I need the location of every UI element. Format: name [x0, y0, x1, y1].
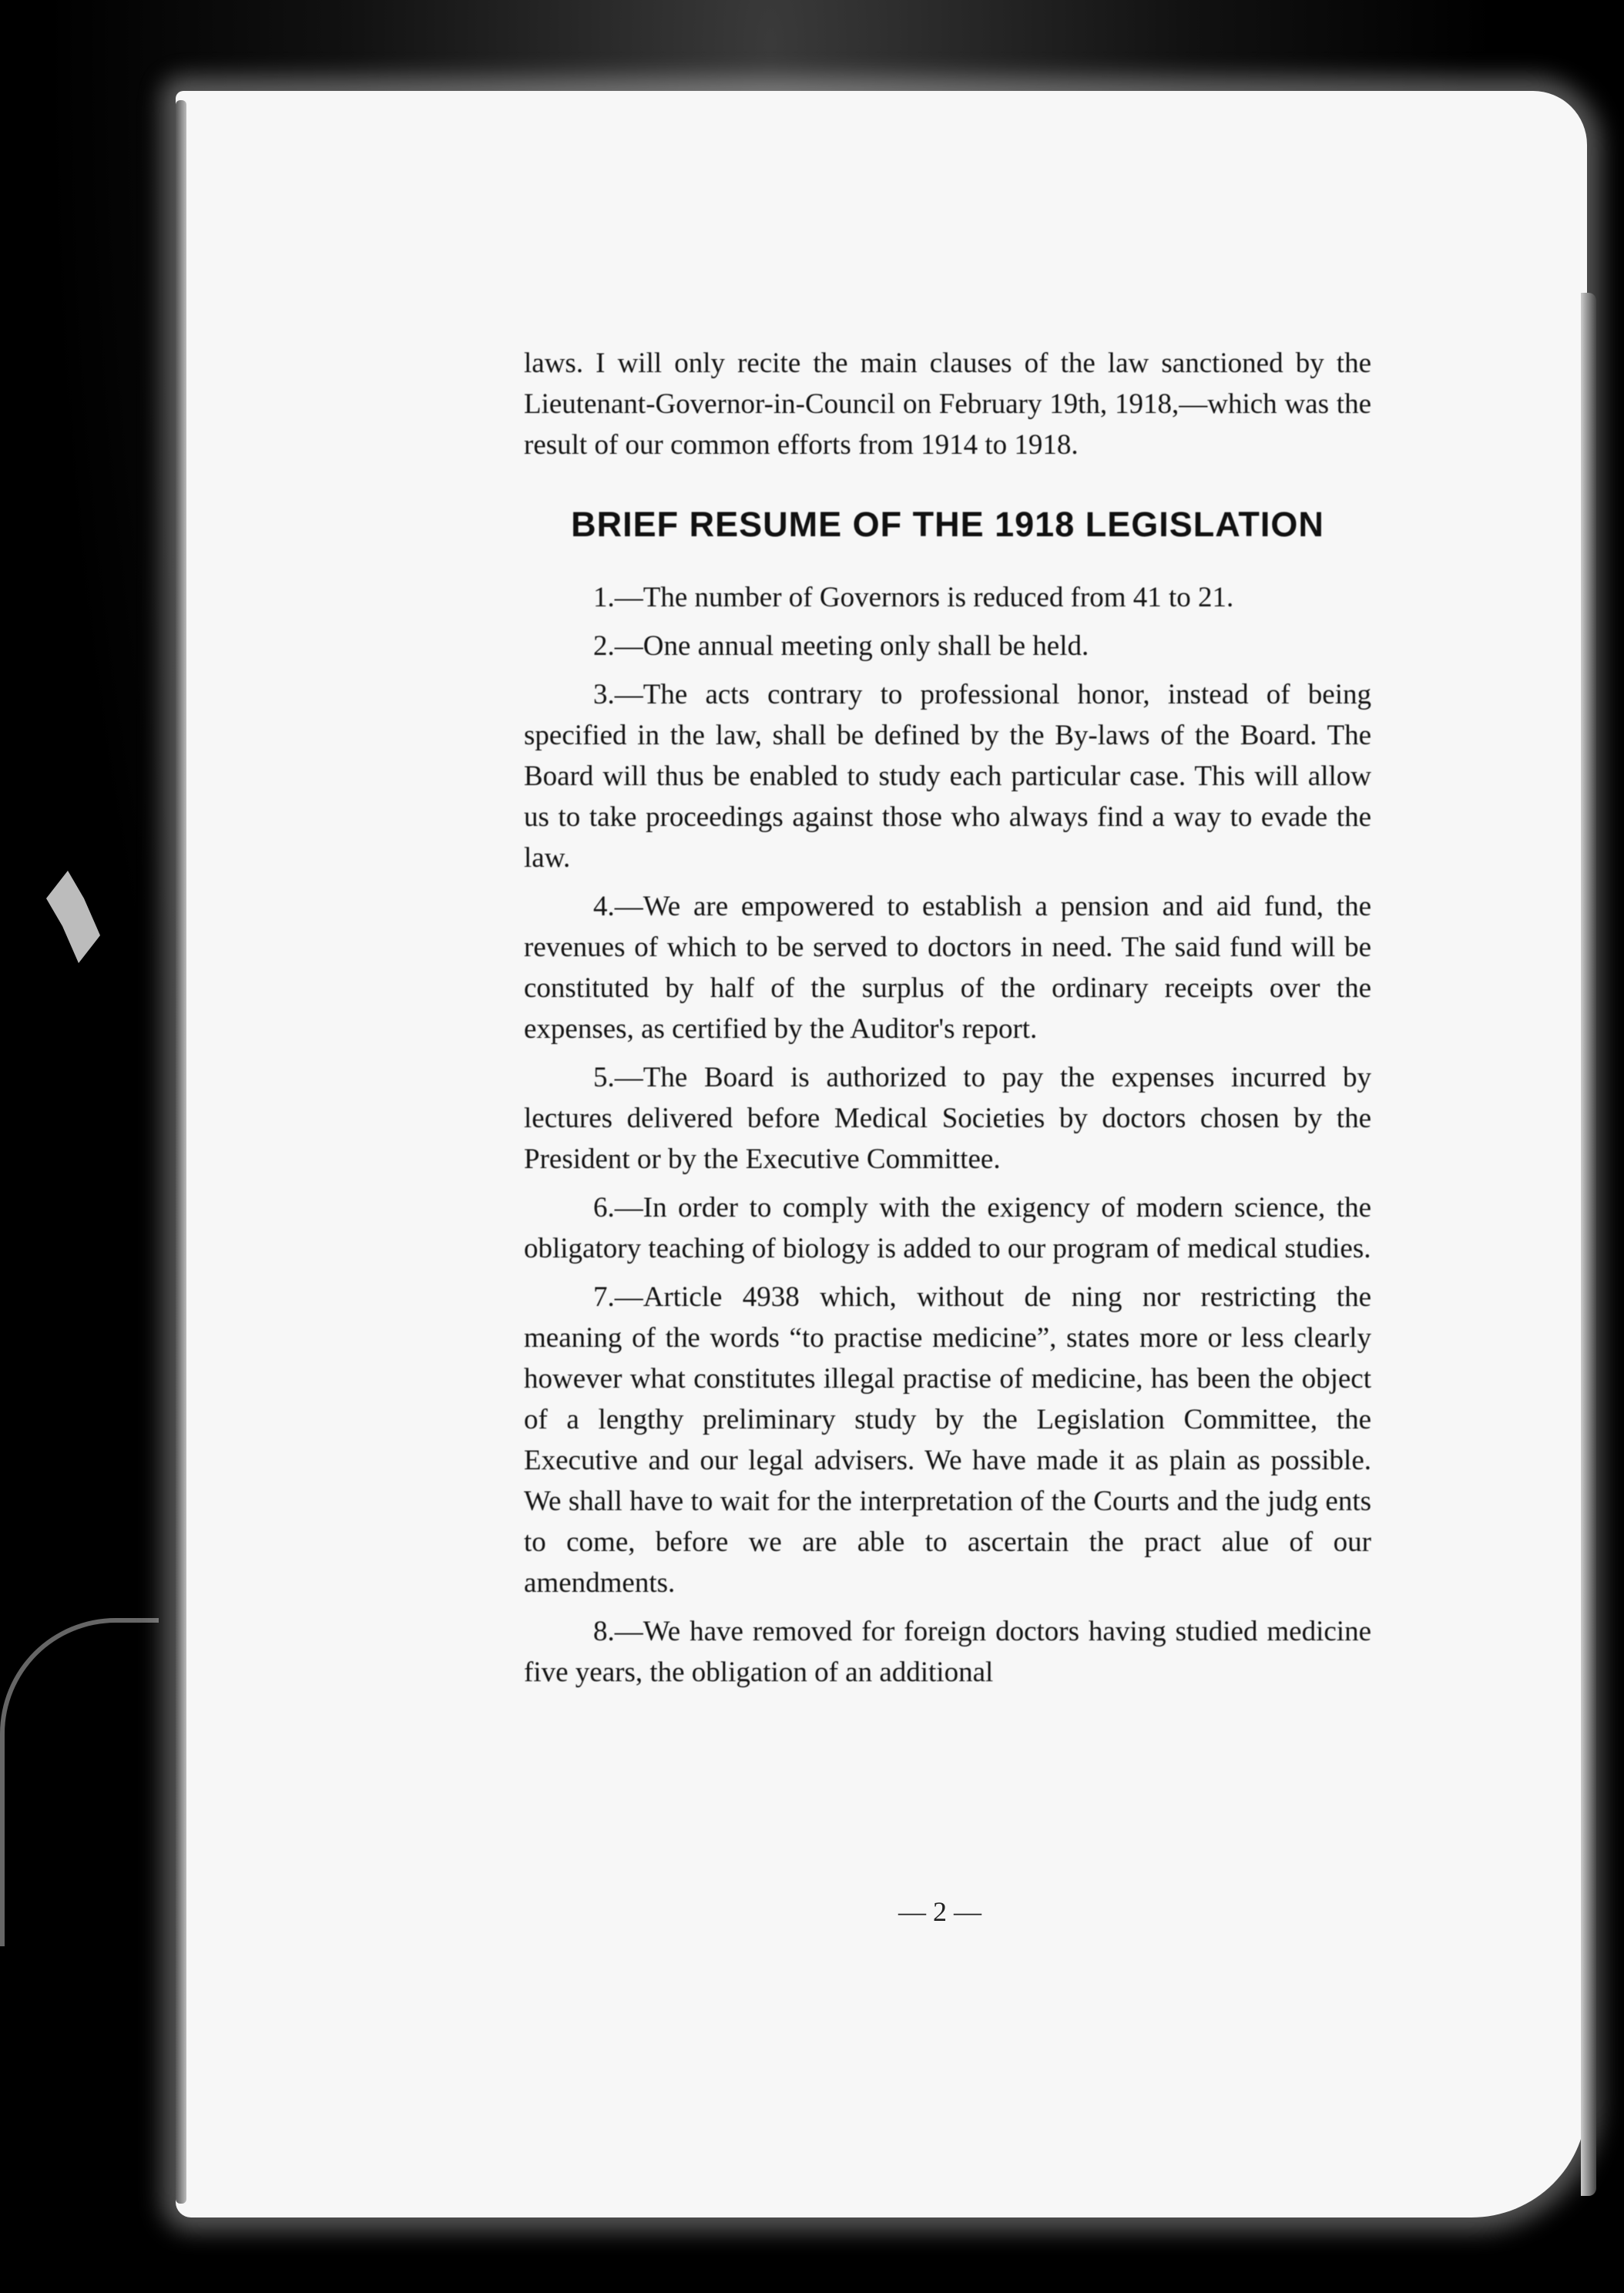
- page-edge: [1581, 293, 1596, 2196]
- clause-paragraph: 6.—In order to comply with the exigency of modern science, the obligatory teaching of biology is added to our program of medical studies.: [524, 1192, 1371, 1264]
- clause-paragraph: 1.—The number of Governors is reduced from 41 to 21.: [593, 582, 1234, 613]
- document-body: [524, 343, 1371, 1693]
- clause-paragraph: 2.—One annual meeting only shall be held.: [593, 630, 1089, 662]
- section-heading: BRIEF RESUME OF THE 1918 LEGISLATION: [571, 505, 1324, 544]
- clause-paragraph: 3.—The acts contrary to professional honor, instead of being specified in the law, shall be defined by the By-laws of the Board. The Board will thus be enabled to study each particular case. This will allow us to take proceedings against those who always find a way to evade the law.: [524, 679, 1371, 874]
- clause-paragraph: 7.—Article 4938 which, without de ning nor restricting the meaning of the words “to practise medicine”, states more or less clearly however what constitutes illegal practise of medicine, has been the object of a lengthy preliminary study by the Legislation Committee, the Executive and our legal advisers. We have made it as plain as possible. We shall have to wait for the interpretation of the Courts and the judg ents to come, before we are able to ascertain the pract alue of our amendments.: [524, 1281, 1371, 1599]
- clause-paragraph: 8.—We have removed for foreign doctors having studied medicine five years, the obligation of an additional: [524, 1616, 1371, 1688]
- intro-paragraph: laws. I will only recite the main clauses of the law sanctioned by the Lieutenant-Governor-in-Council on February 19th, 1918,—which was the result of our common efforts from 1914 to 1918.: [524, 347, 1371, 461]
- clause-paragraph: 5.—The Board is authorized to pay the expenses incurred by lectures delivered before Medical Societies by doctors chosen by the President or by the Executive Committee.: [524, 1062, 1371, 1175]
- clause-paragraph: 4.—We are empowered to establish a pension and aid fund, the revenues of which to be served to doctors in need. The said fund will be constituted by half of the surplus of the ordinary receipts over the expenses, as certified by the Auditor's report.: [524, 891, 1371, 1045]
- page-number: — 2 —: [898, 1896, 981, 1927]
- scan-artifact: [0, 1618, 159, 1946]
- page-edge: [176, 100, 186, 2204]
